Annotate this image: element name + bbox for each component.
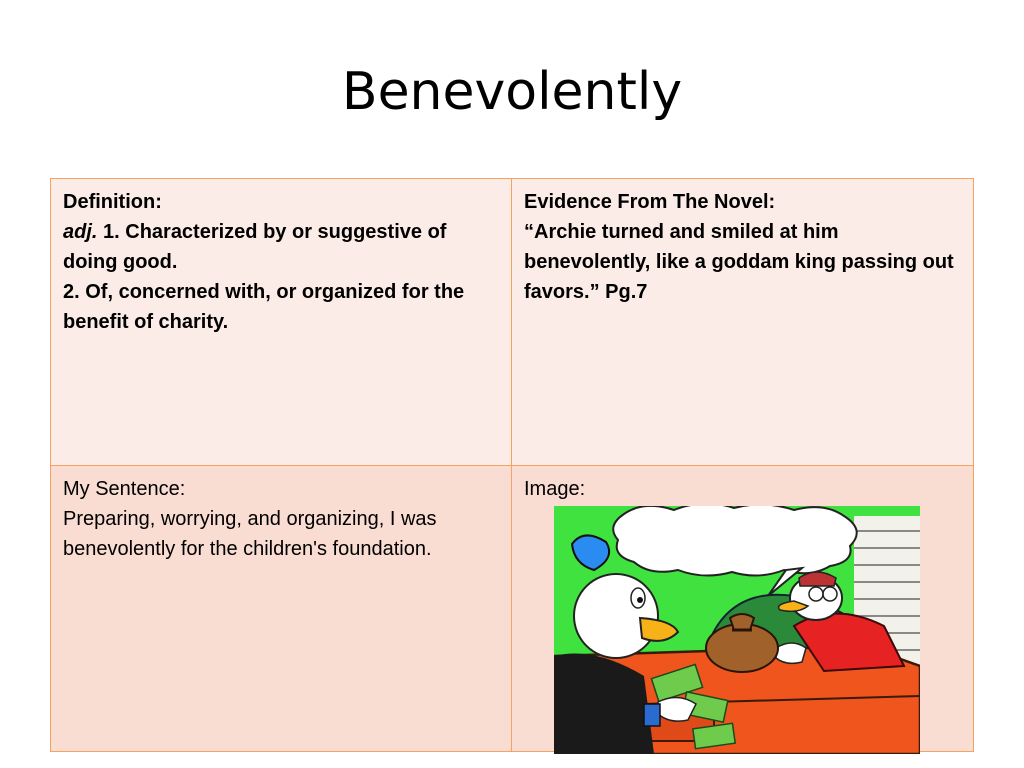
- sentence-text: Preparing, worrying, and organizing, I was benevolently for the children's foundation.: [63, 508, 437, 560]
- definition-sense-1: 1. Characterized by or suggestive of doing good.: [63, 221, 447, 273]
- evidence-heading: Evidence From The Novel:: [524, 191, 776, 213]
- comic-illustration: [554, 506, 920, 754]
- comic-scrooge-donald-money-bag: [554, 506, 920, 754]
- slide-title: Benevolently: [341, 62, 683, 122]
- sentence-cell: [50, 465, 512, 752]
- evidence-cell: [511, 178, 974, 466]
- evidence-quote: “Archie turned and smiled at him benevolently, like a goddam king passing out favors.” Pg.7: [524, 221, 954, 303]
- image-heading: Image:: [524, 478, 586, 500]
- part-of-speech: adj.: [63, 221, 98, 243]
- definition-cell: [50, 178, 512, 466]
- definition-sense-2: 2. Of, concerned with, or organized for the benefit of charity.: [63, 281, 465, 333]
- definition-heading: Definition:: [63, 191, 162, 213]
- sentence-heading: My Sentence:: [63, 478, 186, 500]
